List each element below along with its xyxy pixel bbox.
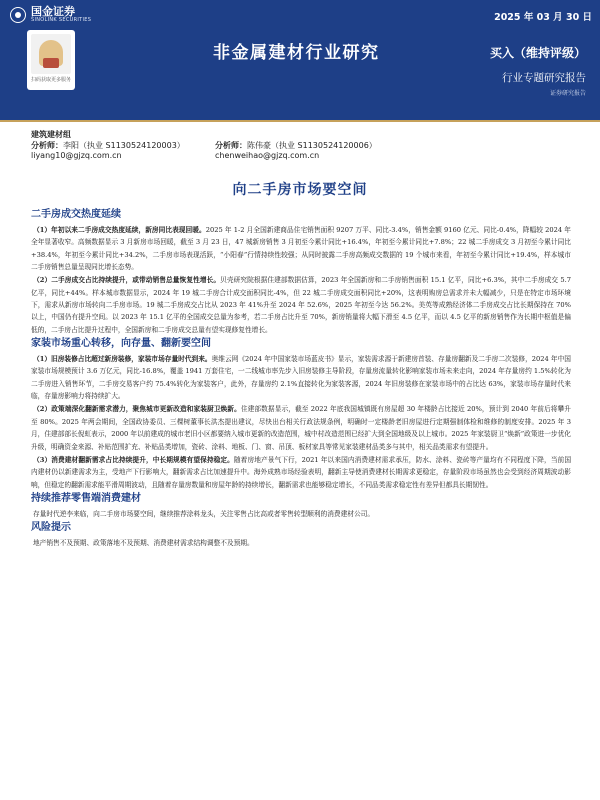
paragraph-text: 住建部数据显示，截至 2022 年底我国城镇既有房屋超 30 年楼龄占比接近 20%，预计到 2040 年前后将攀升至 80%。2025 年两会期间，全国政协委员、三棵树董事长洪杰提出建议，尽快出台相关行政法规条例，明确时一定楼龄老旧房屋进行定期强制体检和维修的制度安排。2025 年 3 月，住建部部长倪虹表示，2000 年以前建成的城市老旧小区都要纳入城市更新的改造范围，城中村改造范围已经扩大到全国地级及以上城市。2025 年家装厨卫“焕新”政策进一步优化升级，明确资金来源、补贴范围扩充、补贴品类增加，瓷砖、涂料、地板、门、窗、吊顶、板材家具等常见家装建材品类多与其中，相关品类需求有望提升。 <box>31 405 571 451</box>
report-type: 行业专题研究报告 <box>502 72 586 84</box>
paragraph-text: 随着房地产景气下行，2021 年以来国内消费建材需求承压，防水、涂料、瓷砖等产量均有不同程度下降，当前国内建材仍以新建需求为主，受地产下行影响大，翻新需求占比加速提升中。海外成熟市场经验表明，翻新主导使消费建材长期需求更稳定，存量阶段市场虽然也会受到经济周期波动影响，但稳定的翻新需求能平滑周期波动，且随着存量房数量和房屋年龄的持续增长，翻新需求也能够稳定增长，不同品类需求稳定性有差异但都具长期韧性。 <box>31 455 572 489</box>
paragraph <box>31 353 571 402</box>
paragraph-text: 2025 年 1-2 月全国新建商品住宅销售面积 9207 万平、同比-3.4%，销售金额 9160 亿元、同比-0.4%，降幅较 2024 年全年显著收窄。高频数据显示 3 月新房市场回暖，截至 3 月 23 日，47 城新房销售 3 月初至今累计同比+16.4%，年初至今累计同比+7.8%；22 城二手房成交 3 月初至今累计同比+38.4%，年初至今累计同比+34.2%，二手房市场表现活跃，“小阳春”行情持续性较强；从同时披露二手房高频成交数据的 19 个城市来看，年初至今累计同比+19.4%，样本城市二手房销售总量呈现同比增长态势。 <box>31 226 571 272</box>
paragraph <box>31 508 571 520</box>
qr-code <box>27 30 75 90</box>
rating-badge: 买入（维持评级） <box>489 46 586 60</box>
qr-caption: 扫码获取更多服务 <box>31 77 72 83</box>
brand-logo <box>10 6 91 24</box>
paragraph <box>31 403 571 452</box>
report-header <box>0 0 600 120</box>
analyst-name: 陈伟豪（执业 S1130524120006） <box>247 141 377 150</box>
report-body <box>31 208 571 551</box>
paragraph-lead: （1）年初以来二手房成交热度延续，新房同比表现回暖。 <box>33 226 206 234</box>
section-heading: 持续推荐零售端消费建材 <box>31 492 141 504</box>
paragraph <box>31 224 571 273</box>
paragraph-text: 地产销售不及预期、政策落地不及预期、消费建材需求结构调整不及预期。 <box>33 539 254 548</box>
brand-name-cn: 国金证券 <box>31 5 75 18</box>
brand-name-en: SINOLINK SECURITIES <box>31 17 92 23</box>
report-date: 2025 年 03 月 30 日 <box>494 12 592 23</box>
section-heading: 家装市场重心转移，向存量、翻新要空间 <box>31 338 211 350</box>
brand-mark-icon <box>10 7 26 23</box>
document-title: 向二手房市场要空间 <box>232 182 368 198</box>
analyst-label: 分析师： <box>215 141 247 150</box>
paragraph-lead: （1）旧房装修占比超过新房装修，家装市场存量时代到来。 <box>33 355 212 364</box>
analyst-2 <box>215 141 377 161</box>
qr-image-icon <box>31 34 71 74</box>
paragraph-text: 存量时代逆李来临，向二手房市场要空间，继续推荐涂料龙头，关注零售占比高或者零售转型顺利的消费建材公司。 <box>33 509 375 518</box>
report-subtype: 证券研究报告 <box>549 90 586 97</box>
paragraph <box>31 537 571 549</box>
analyst-email[interactable]: liyang10@gjzq.com.cn <box>31 151 122 160</box>
analyst-name: 李阳（执业 S1130524120003） <box>63 141 185 150</box>
section-heading: 风险提示 <box>31 522 71 534</box>
header-divider <box>0 120 600 122</box>
paragraph-text: 贝壳研究院根据住建部数据估算，2023 年全国新房和二手房销售面积 15.1 亿平，同比+6.3%，其中二手房成交 5.7 亿平，同比+44%。样本城市数据显示，2024 年 19 城二手房合计成交面积同比-4%，但 22 城二手房成交面积同比+20%，这表明购房总需求并未大幅减少，只是在特定市场环境下，需求从新房市场转向二手房市场。19 城二手房成交占比从 2023 年 41%升至 2024 年 52.6%，2025 年初至今达 56.2%。美英等成熟经济体二手房成交占比长期保持在 70%以上，中国仍有提升空间。以 2023 年 15.1 亿平的全国成交总量为参考，若二手房占比升至 70%，新房销量将大幅下滑至 4.5 亿平，而以 4.5 亿平的新房销售作为长期中枢值是偏低的，二手房占比提升过程中，全国新房和二手房成交总量有望实现修复性增长。 <box>31 276 571 334</box>
section-heading: 二手房成交热度延续 <box>31 209 121 220</box>
analyst-email[interactable]: chenweihao@gjzq.com.cn <box>215 151 320 160</box>
paragraph <box>31 454 571 491</box>
industry-group: 建筑建材组 <box>31 130 71 139</box>
paragraph <box>31 274 571 336</box>
paragraph-text: 奥维云网《2024 年中国家装市场蓝皮书》显示，家装需求源于新建房首装、存量房翻新及二手房二次装修，2024 年中国家装市场规模预计 3.6 万亿元，同比-16.8%，覆盖 1941 万套住宅，一二线城市率先步入旧房装修主导阶段，存量房流量转化影响家装市场未来走向，2024 年存量房约 1.5%转化为二手房进入销售环节，二手房交易客户约 75.4%转化为家装客户，此外，存量房约 2.1%直接转化为家装客源，2024 年旧房装修在家装市场中的占比达 63%，家装市场存量时代来临，存量房影响力将持续扩大。 <box>31 355 571 401</box>
paragraph-lead: （2）政策端深化翻新需求潜力，聚焦城市更新改造和家装厨卫焕新。 <box>33 405 241 414</box>
paragraph-lead: （3）消费建材翻新需求占比持续提升，中长期规模有望保持稳定。 <box>33 455 234 464</box>
paragraph-lead: （2）二手房成交占比持续提升，或带动销售总量恢复性增长。 <box>33 276 221 285</box>
report-title: 非金属建材行业研究 <box>213 43 380 63</box>
analyst-label: 分析师： <box>31 141 63 150</box>
analyst-1 <box>31 141 185 161</box>
